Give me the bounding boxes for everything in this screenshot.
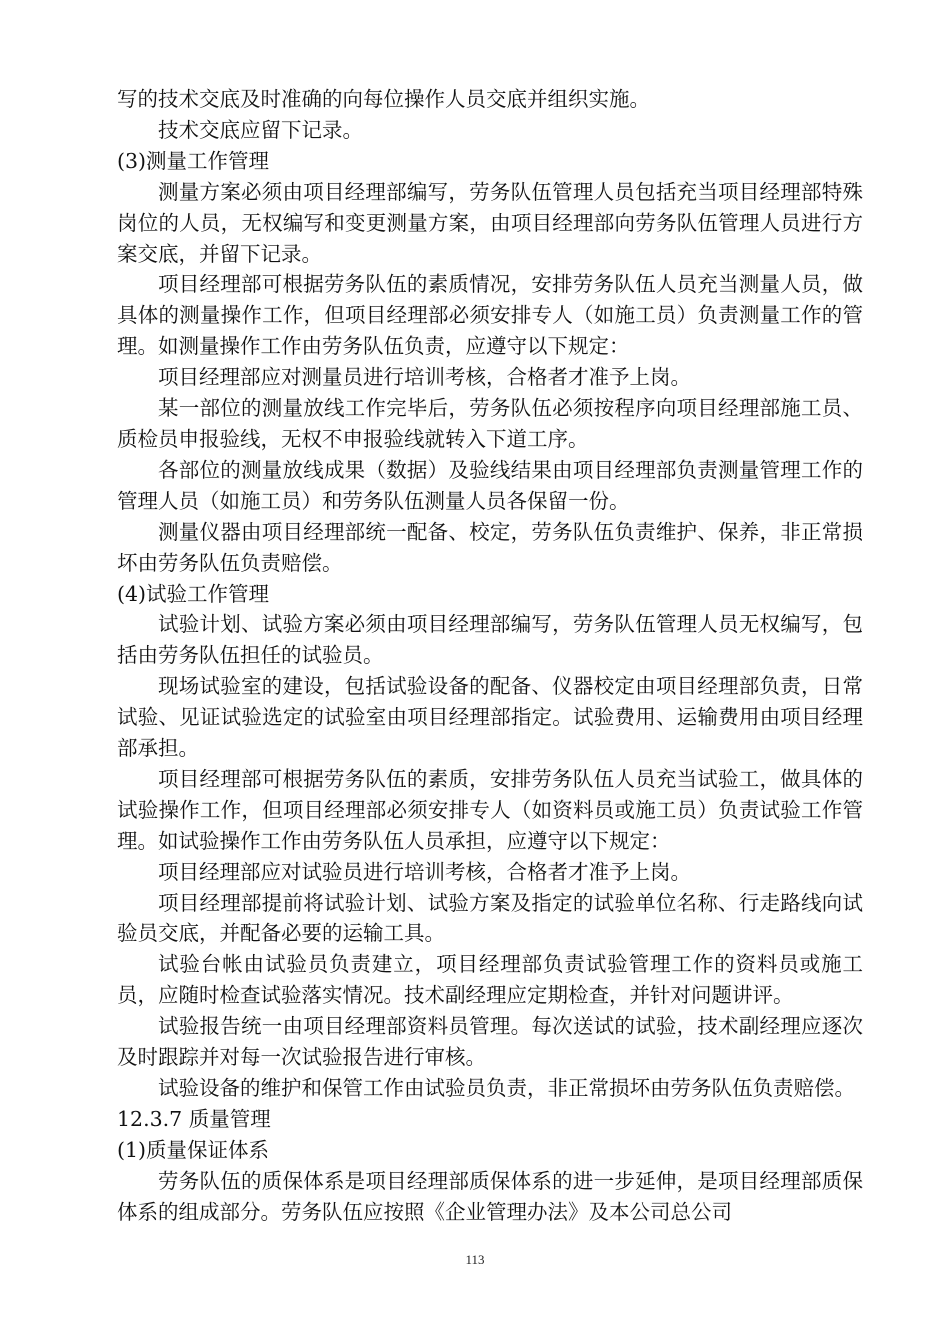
- document-body: [117, 84, 863, 1228]
- body-paragraph: 项目经理部应对测量员进行培训考核，合格者才准予上岗。: [158, 365, 691, 390]
- body-paragraph: 测量仪器由项目经理部统一配备、校定，劳务队伍负责维护、保养，非正常损坏由劳务队伍负责赔偿。: [117, 519, 863, 575]
- body-paragraph: 试验计划、试验方案必须由项目经理部编写，劳务队伍管理人员无权编写，包括由劳务队伍担任的试验员。: [117, 612, 863, 668]
- body-paragraph: 某一部位的测量放线工作完毕后，劳务队伍必须按程序向项目经理部施工员、质检员申报验线，无权不申报验线就转入下道工序。: [117, 396, 863, 451]
- body-paragraph: 各部位的测量放线成果（数据）及验线结果由项目经理部负责测量管理工作的管理人员（如施工员）和劳务队伍测量人员各保留一份。: [117, 457, 863, 513]
- body-paragraph: 测量方案必须由项目经理部编写，劳务队伍管理人员包括充当项目经理部特殊岗位的人员，无权编写和变更测量方案，由项目经理部向劳务队伍管理人员进行方案交底，并留下记录。: [117, 179, 863, 266]
- body-paragraph: 试验报告统一由项目经理部资料员管理。每次送试的试验，技术副经理应逐次及时跟踪并对每一次试验报告进行审核。: [117, 1014, 863, 1070]
- body-paragraph: 写的技术交底及时准确的向每位操作人员交底并组织实施。: [117, 87, 650, 111]
- body-paragraph: 现场试验室的建设，包括试验设备的配备、仪器校定由项目经理部负责，日常试验、见证试验选定的试验室由项目经理部指定。试验费用、运输费用由项目经理部承担。: [117, 674, 863, 761]
- body-paragraph: 项目经理部可根据劳务队伍的素质情况，安排劳务队伍人员充当测量人员，做具体的测量操作工作，但项目经理部必须安排专人（如施工员）负责测量工作的管理。如测量操作工作由劳务队伍负责，应遵守以下规定：: [117, 272, 863, 359]
- body-paragraph: 试验台帐由试验员负责建立，项目经理部负责试验管理工作的资料员或施工员，应随时检查试验落实情况。技术副经理应定期检查，并针对问题讲评。: [117, 952, 863, 1008]
- section-heading: (3)测量工作管理: [117, 148, 270, 173]
- body-paragraph: 项目经理部可根据劳务队伍的素质，安排劳务队伍人员充当试验工，做具体的试验操作工作，但项目经理部必须安排专人（如资料员或施工员）负责试验工作管理。如试验操作工作由劳务队伍人员承担，应遵守以下规定：: [117, 766, 863, 853]
- page-number: 113: [465, 1252, 485, 1267]
- body-paragraph: 技术交底应留下记录。: [158, 117, 363, 142]
- subsection-heading: (1)质量保证体系: [117, 1137, 270, 1162]
- body-paragraph: 项目经理部提前将试验计划、试验方案及指定的试验单位名称、行走路线向试验员交底，并配备必要的运输工具。: [117, 890, 863, 946]
- body-paragraph: 试验设备的维护和保管工作由试验员负责，非正常损坏由劳务队伍负责赔偿。: [158, 1076, 855, 1100]
- body-paragraph: 项目经理部应对试验员进行培训考核，合格者才准予上岗。: [158, 859, 691, 884]
- section-heading: 12.3.7 质量管理: [117, 1106, 271, 1131]
- section-heading: (4)试验工作管理: [117, 581, 270, 606]
- body-paragraph: 劳务队伍的质保体系是项目经理部质保体系的进一步延伸，是项目经理部质保体系的组成部分。劳务队伍应按照《企业管理办法》及本公司总公司: [117, 1168, 863, 1224]
